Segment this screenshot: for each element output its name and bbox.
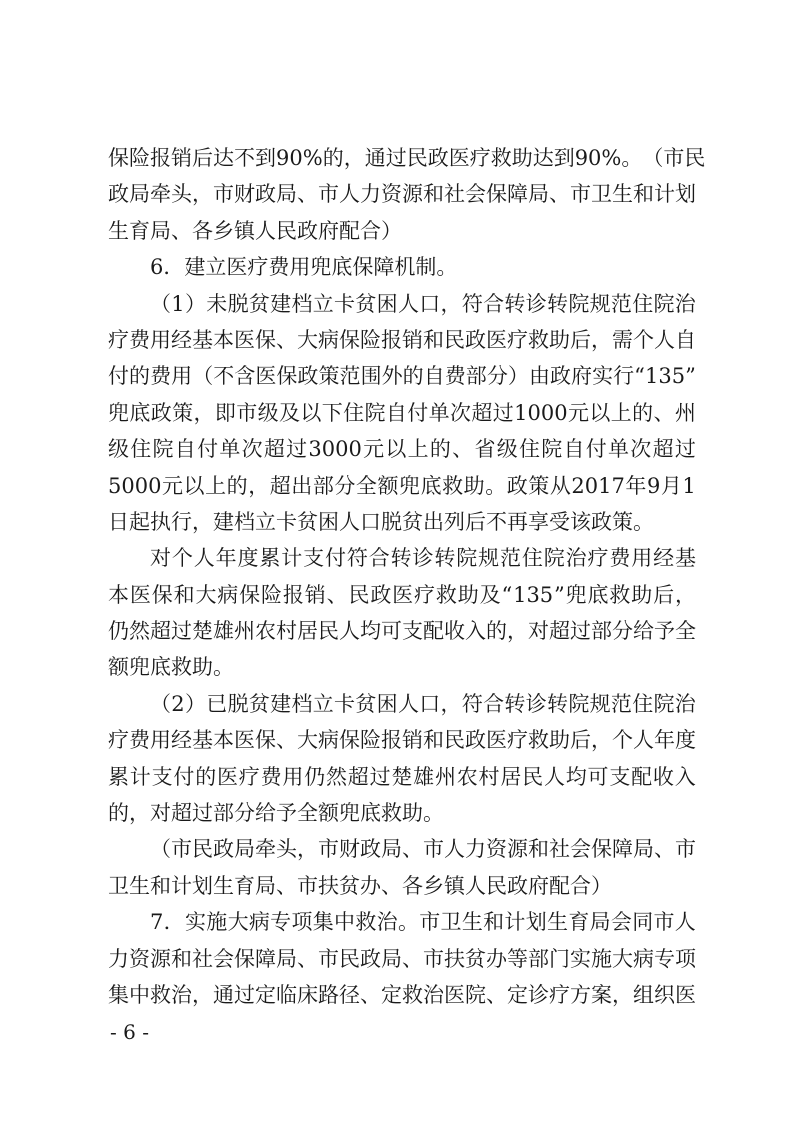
text-line: 5000 元 以 上 的 ， 超 出 部 分 全 额 兜 底 救 助 。 政 策 从 2017 年 9 月 1 [108,473,696,498]
text-line: 本 医 保 和 大 病 保 险 报 销 、 民 政 医 疗 救 助 及 “ 135 ” 兜 底 救 助 后 ， [108,582,696,607]
text-line: （ 1 ） 未 脱 贫 建 档 立 卡 贫 困 人 口 ， 符 合 转 诊 转 院 规 范 住 院 治 [150,291,696,316]
paragraph [108,140,706,249]
text-line: 累 计 支 付 的 医 疗 费 用 仍 然 超 过 楚 雄 州 农 村 居 民 人 均 可 支 配 收 入 [108,764,696,789]
text-line: （ 市 民 政 局 牵 头 ， 市 财 政 局 、 市 人 力 资 源 和 社 会 保 障 局 、 市 [150,837,696,862]
paragraph [108,904,696,1013]
text-line: 级 住 院 自 付 单 次 超 过 3000 元 以 上 的 、 省 级 住 院 自 付 单 次 超 过 [108,437,696,462]
document-body [108,140,706,1013]
text-line: 疗 费 用 经 基 本 医 保 、 大 病 保 险 报 销 和 民 政 医 疗 救 助 后 ， 个 人 年 度 [108,728,696,753]
page-number: - 6 - [110,1020,149,1044]
text-line: 对 个 人 年 度 累 计 支 付 符 合 转 诊 转 院 规 范 住 院 治 疗 费 用 经 基 [150,546,696,571]
paragraph [108,249,696,285]
paragraph [108,286,696,541]
paragraph [108,831,696,904]
text-line: 日起执行，建档立卡贫困人口脱贫出列后不再享受该政策。 [108,509,654,534]
text-line: 卫生和计划生育局、市扶贫办、各乡镇人民政府配合） [108,873,612,898]
paragraph [108,686,696,832]
text-line: 额兜底救助。 [108,655,234,680]
text-line: 集中救治，通过定临床路径、定救治医院、定诊疗方案，组织医 [108,982,696,1007]
text-line: 政 局 牵 头 ， 市 财 政 局 、 市 人 力 资 源 和 社 会 保 障 局 、 市 卫 生 和 计 划 [108,182,696,207]
paragraph [108,540,696,686]
text-line: 力 资 源 和 社 会 保 障 局 、 市 民 政 局 、 市 扶 贫 办 等 部 门 实 施 大 病 专 项 [108,946,696,971]
text-line: 仍 然 超 过 楚 雄 州 农 村 居 民 人 均 可 支 配 收 入 的 ， 对 超 过 部 分 给 予 全 [108,619,696,644]
text-line: 付 的 费 用 （ 不 含 医 保 政 策 范 围 外 的 自 费 部 分 ） 由 政 府 实 行 “ 135 ” [108,364,696,389]
text-line: 生育局、各乡镇人民政府配合） [108,218,402,243]
text-line: 兜 底 政 策 ， 即 市 级 及 以 下 住 院 自 付 单 次 超 过 1000 元 以 上 的 、 州 [108,400,696,425]
text-line: 的，对超过部分给予全额兜底救助。 [108,801,444,826]
text-line: 疗 费 用 经 基 本 医 保 、 大 病 保 险 报 销 和 民 政 医 疗 救 助 后 ， 需 个 人 自 [108,327,696,352]
text-line: 7 ． 实 施 大 病 专 项 集 中 救 治 。 市 卫 生 和 计 划 生 育 局 会 同 市 人 [150,910,696,935]
text-line: （ 2 ） 已 脱 贫 建 档 立 卡 贫 困 人 口 ， 符 合 转 诊 转 院 规 范 住 院 治 [150,691,696,716]
text-line: 保 险 报 销 后 达 不 到 90% 的 ， 通 过 民 政 医 疗 救 助 达 到 90% 。 （ 市 民 [108,146,706,170]
text-line: 6．建立医疗费用兜底保障机制。 [150,255,458,280]
